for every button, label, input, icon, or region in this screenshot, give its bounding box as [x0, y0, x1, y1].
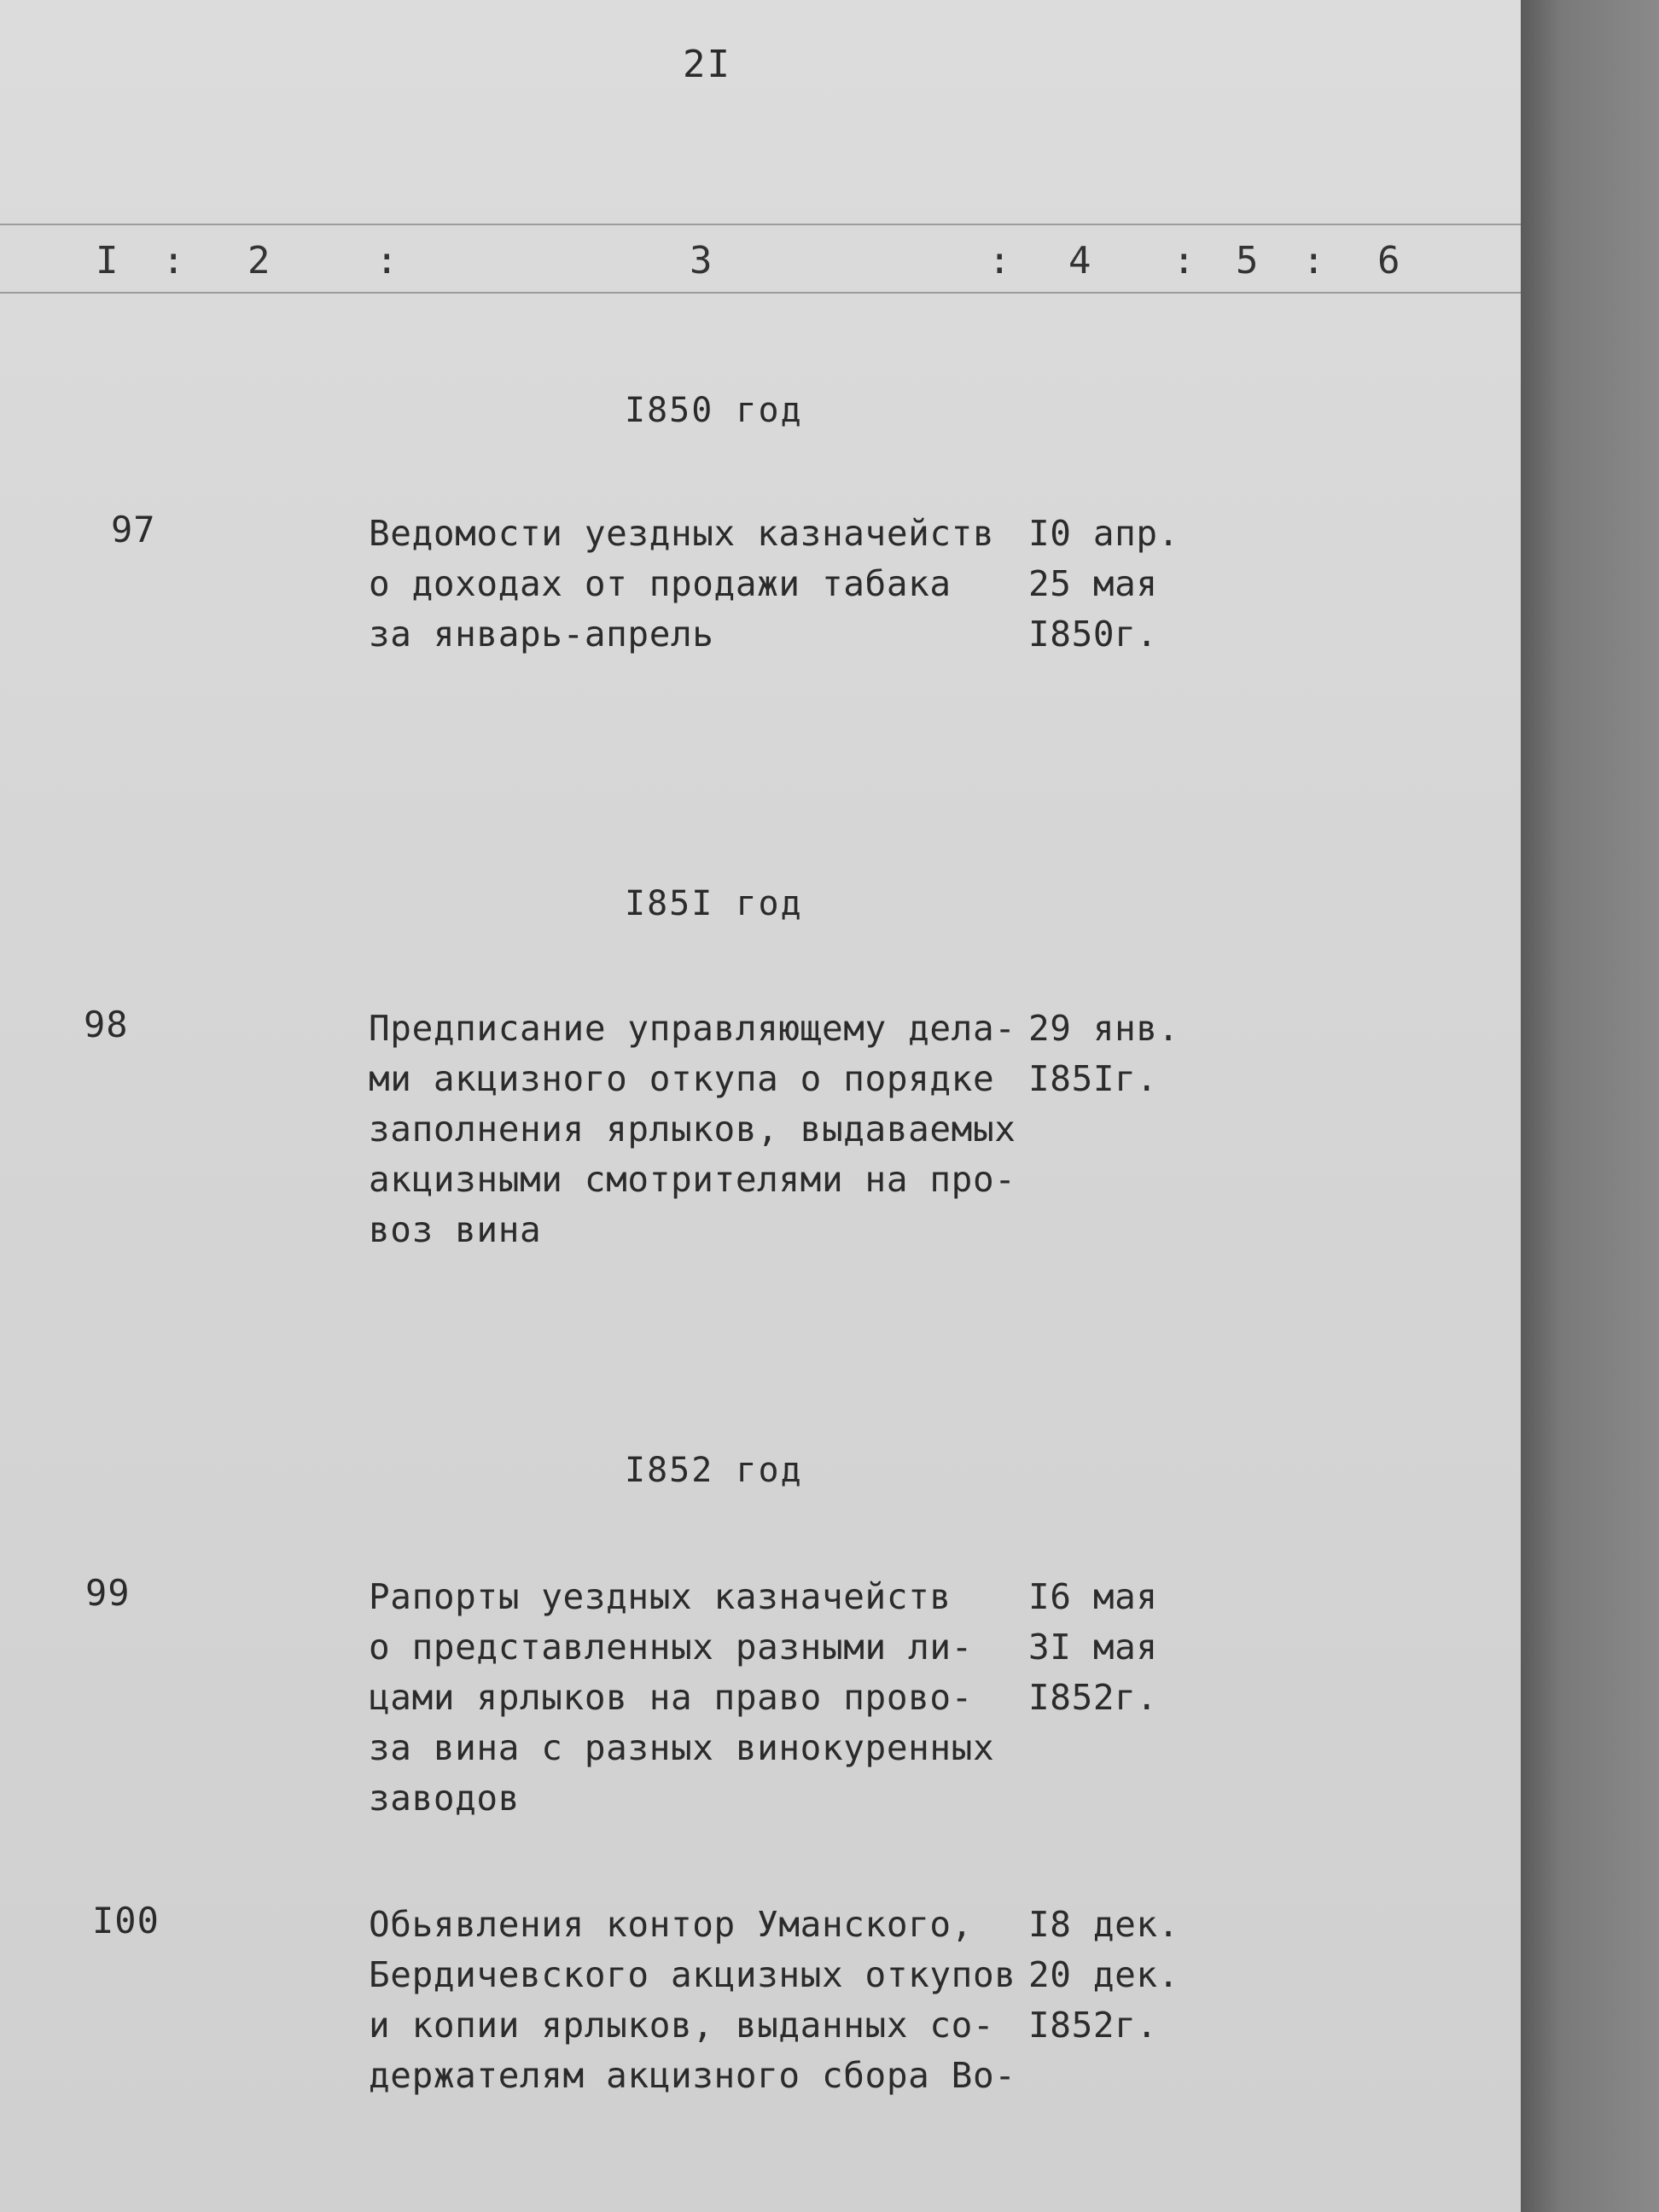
description-line: воз вина — [369, 1209, 542, 1250]
column-separator: : — [1302, 239, 1325, 282]
entry-dates — [1028, 1572, 1216, 1723]
description-line: ми акцизного откупа о порядке — [369, 1058, 995, 1099]
date-line: I852г. — [1028, 1677, 1158, 1718]
page-number: 2I — [683, 43, 731, 86]
description-line: заполнения ярлыков, выдаваемых — [369, 1109, 1016, 1150]
date-line: I852г. — [1028, 2005, 1158, 2046]
column-header-6: 6 — [1377, 239, 1400, 282]
description-line: Предписание управляющему дела- — [369, 1008, 1016, 1049]
description-line: о доходах от продажи табака — [369, 563, 952, 604]
entry-number: I00 — [92, 1900, 160, 1941]
entry-number: 97 — [111, 509, 156, 550]
entry-description — [369, 509, 1034, 660]
description-line: держателям акцизного сбора Во- — [369, 2055, 1016, 2096]
entry-dates — [1028, 1004, 1216, 1104]
date-line: I850г. — [1028, 614, 1158, 655]
date-line: 3I мая — [1028, 1627, 1158, 1668]
date-line: I0 апр. — [1028, 513, 1179, 554]
entry-dates — [1028, 509, 1216, 660]
date-line: 20 дек. — [1028, 1954, 1179, 1995]
description-line: Бердичевского акцизных откупов — [369, 1954, 1016, 1995]
column-header-5: 5 — [1236, 239, 1259, 282]
date-line: 29 янв. — [1028, 1008, 1179, 1049]
description-line: за вина с разных винокуренных — [369, 1727, 995, 1768]
column-separator: : — [988, 239, 1011, 282]
description-line: цами ярлыков на право прово- — [369, 1677, 973, 1718]
column-separator: : — [162, 239, 185, 282]
entry-description — [369, 1900, 1034, 2101]
column-separator: : — [1173, 239, 1196, 282]
description-line: Ведомости уездных казначейств — [369, 513, 995, 554]
description-line: Рапорты уездных казначейств — [369, 1576, 952, 1617]
entry-description — [369, 1004, 1034, 1255]
description-line: о представленных разными ли- — [369, 1627, 973, 1668]
column-header-2: 2 — [247, 239, 271, 282]
description-line: за январь-апрель — [369, 614, 714, 655]
section-year-heading: I852 год — [625, 1451, 803, 1490]
page-edge-shadow — [1521, 0, 1659, 2212]
description-line: Обьявления контор Уманского, — [369, 1904, 973, 1945]
description-line: и копии ярлыков, выданных со- — [369, 2005, 995, 2046]
description-line: заводов — [369, 1778, 520, 1819]
header-bottom-rule — [0, 292, 1521, 294]
date-line: I85Iг. — [1028, 1058, 1158, 1099]
description-line: акцизными смотрителями на про- — [369, 1159, 1016, 1200]
header-top-rule — [0, 224, 1521, 225]
column-separator: : — [375, 239, 399, 282]
date-line: I6 мая — [1028, 1576, 1158, 1617]
entry-description — [369, 1572, 1034, 1824]
section-year-heading: I850 год — [625, 391, 803, 430]
entry-number: 99 — [85, 1572, 131, 1614]
column-header-3: 3 — [690, 239, 713, 282]
column-header-1: I — [96, 239, 119, 282]
date-line: 25 мая — [1028, 563, 1158, 604]
column-header-4: 4 — [1068, 239, 1091, 282]
section-year-heading: I85I год — [625, 884, 803, 923]
date-line: I8 дек. — [1028, 1904, 1179, 1945]
entry-number: 98 — [84, 1004, 129, 1045]
entry-dates — [1028, 1900, 1216, 2051]
